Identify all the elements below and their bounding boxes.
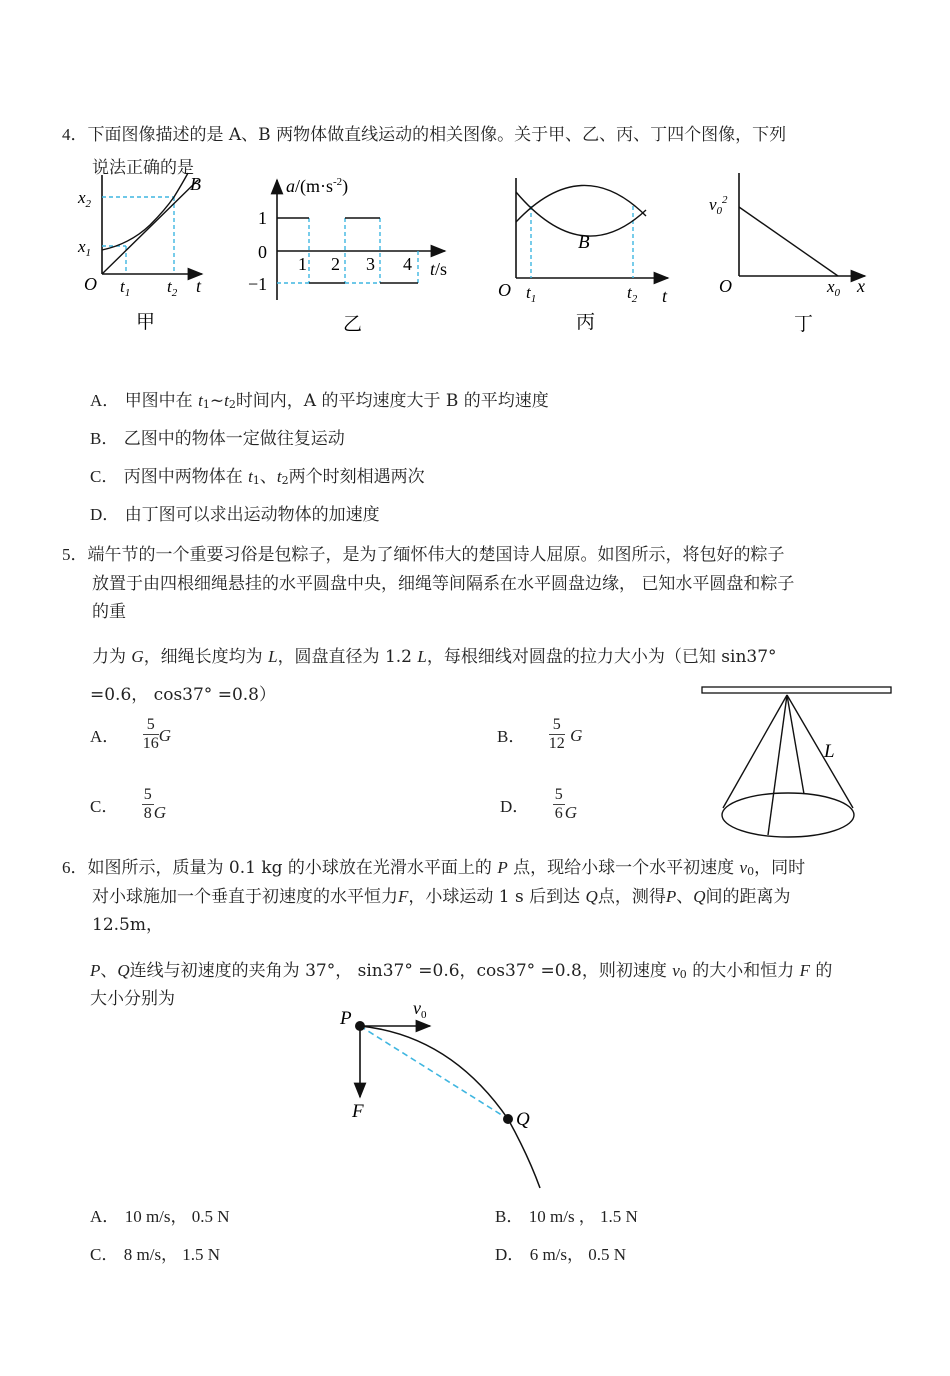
chart-bing [490, 170, 680, 340]
q5-option-a[interactable] [90, 716, 171, 753]
option-text: 乙图中的物体一定做往复运动 [123, 429, 345, 449]
q6-option-a[interactable] [90, 1206, 230, 1228]
var: F [799, 961, 810, 980]
denominator: 16 [142, 735, 159, 752]
sub: 1 [252, 474, 260, 487]
q5-stem-line5: =0.6， cos37° =0.8） [90, 685, 276, 705]
q5-stem-line3: 的重 [92, 602, 126, 622]
option-text: ~ [209, 391, 225, 411]
var: F [398, 887, 409, 906]
stem-text: 连线与初速度的夹角为 37°， sin37° =0.6，cos37° =0.8，则初速度 [129, 961, 673, 981]
var: Q [117, 961, 130, 980]
var: P [90, 961, 101, 980]
svg-text:1: 1 [258, 208, 267, 228]
q5-option-d[interactable] [500, 786, 577, 823]
option-text: 6 m/s， 0.5 N [529, 1245, 627, 1264]
q6-stem-line3: 12.5m， [92, 915, 163, 935]
option-label: B． [497, 727, 526, 746]
stem-text: ，小球运动 1 s 后到达 [408, 887, 586, 907]
q6-stem-line5: 大小分别为 [90, 989, 175, 1009]
sub: 0 [747, 865, 755, 878]
q4-stem-line2: 说法正确的是 [92, 158, 194, 178]
chart-jia [70, 170, 250, 340]
stem-text: 力为 [92, 647, 132, 667]
svg-text:2: 2 [331, 254, 340, 274]
svg-text:x: x [857, 276, 865, 296]
question-number: 4． [62, 125, 88, 144]
svg-text:t/s: t/s [430, 259, 448, 279]
denominator: 8 [143, 805, 152, 822]
trajectory-figure [330, 995, 560, 1195]
stem-text: 端午节的一个重要习俗是包粽子，是为了缅怀伟大的楚国诗人屈原。如图所示，将包好的粽子 [87, 545, 785, 565]
option-label: C． [90, 797, 119, 816]
denominator: 12 [548, 735, 565, 752]
svg-text:O: O [498, 280, 511, 300]
option-label: C． [90, 1245, 119, 1264]
hanging-disc-figure [690, 675, 910, 845]
svg-text:t1: $t_1$ [120, 277, 131, 299]
stem-text: ，圆盘直径为 1.2 [277, 647, 418, 667]
q5-option-b[interactable] [497, 716, 582, 753]
option-text: 8 m/s， 1.5 N [123, 1245, 221, 1264]
option-text: 由丁图可以求出运动物体的加速度 [124, 505, 380, 525]
q4-option-b[interactable] [90, 428, 345, 450]
svg-text:B: B [190, 174, 201, 194]
fraction [143, 716, 159, 753]
stem-text: ，每根细线对圆盘的拉力大小为（已知 sin37° [426, 647, 777, 667]
fraction [549, 716, 565, 753]
option-label: A． [90, 727, 120, 746]
svg-text:t: t [196, 276, 202, 296]
stem-text: 点，现给小球一个水平初速度 [507, 858, 740, 878]
stem-text: ，细绳长度均为 [143, 647, 269, 667]
option-label: D． [500, 797, 530, 816]
option-label: A． [90, 391, 120, 410]
var: Q [585, 887, 598, 906]
var: G [570, 726, 583, 745]
stem-text: 点，测得 [597, 887, 666, 907]
svg-text:a/(m·s-2): $a/(m\cdot s^{-2})$ [286, 176, 349, 196]
svg-text:t2: $t_2$ [167, 277, 178, 299]
var: v [739, 858, 748, 877]
svg-text:L: L [824, 741, 835, 762]
stem-text: 的 [810, 961, 833, 981]
var: t [276, 467, 282, 486]
option-text: 10 m/s ， 1.5 N [528, 1207, 638, 1226]
numerator: 5 [143, 716, 159, 735]
var: t [224, 391, 229, 410]
svg-text:丁: 丁 [794, 314, 814, 335]
svg-text:P: P [340, 1008, 352, 1029]
q6-stem-line2 [92, 886, 791, 908]
svg-text:v02: $v_0^2$ [709, 194, 728, 217]
fraction [142, 786, 154, 823]
q4-option-c[interactable] [90, 466, 425, 492]
q4-option-d[interactable] [90, 504, 380, 526]
stem-text: 对小球施加一个垂直于初速度的水平恒力 [92, 887, 398, 907]
stem-text: 间的距离为 [705, 887, 791, 907]
svg-text:4: 4 [403, 254, 412, 274]
var: G [158, 726, 171, 745]
svg-text:t: t [662, 286, 668, 306]
svg-text:丙: 丙 [576, 312, 596, 333]
question-number: 5． [62, 545, 88, 564]
numerator: 5 [549, 716, 565, 735]
chart-ding [700, 170, 880, 340]
svg-text:F: F [352, 1101, 364, 1122]
sub: 0 [679, 968, 687, 981]
stem-text: 如图所示，质量为 0.1 kg 的小球放在光滑水平面上的 [87, 858, 498, 878]
svg-text:t1: $t_1$ [526, 283, 537, 305]
stem-text: 、 [100, 961, 118, 981]
svg-text:Q: Q [516, 1109, 530, 1130]
q6-stem-line1 [62, 857, 805, 883]
svg-text:t2: $t_2$ [627, 283, 638, 305]
var: L [417, 647, 427, 666]
var: P [665, 887, 677, 906]
q5-option-c[interactable] [90, 786, 166, 823]
sub: 2 [281, 474, 289, 487]
svg-text:乙: 乙 [343, 314, 363, 335]
numerator: 5 [143, 786, 152, 803]
option-text: 两个时刻相遇两次 [288, 467, 425, 487]
svg-text:−1: −1 [248, 274, 268, 294]
var: G [131, 647, 144, 666]
svg-text:O: O [84, 274, 97, 294]
option-label: C． [90, 467, 119, 486]
svg-text:v0: $v_0$ [413, 998, 427, 1021]
q5-stem-line1 [62, 544, 785, 566]
var: G [564, 803, 577, 822]
svg-text:x0: $x_0$ [827, 277, 841, 299]
fraction [553, 786, 565, 823]
stem-text: 下面图像描述的是 A、B 两物体做直线运动的相关图像。关于甲、乙、丙、丁四个图像，下列 [87, 125, 787, 145]
stem-text: 的大小和恒力 [686, 961, 800, 981]
var: P [497, 858, 508, 877]
svg-text:1: 1 [298, 254, 307, 274]
svg-text:x1: $x_1$ [78, 237, 92, 259]
option-text: 、 [259, 467, 277, 487]
q6-stem-line4 [90, 960, 832, 986]
var: v [672, 961, 680, 980]
q6-option-c[interactable] [90, 1244, 220, 1266]
sub: 2 [228, 398, 236, 411]
svg-text:3: 3 [366, 254, 375, 274]
q4-stem-line1 [62, 124, 786, 146]
var: L [268, 647, 278, 666]
option-text: 甲图中在 [124, 391, 199, 411]
q5-stem-line2: 放置于由四根细绳悬挂的水平圆盘中央，细绳等间隔系在水平圆盘边缘， 已知水平圆盘和粽子 [92, 574, 795, 594]
svg-text:0: 0 [258, 242, 267, 262]
var: t [248, 467, 253, 486]
option-text: 时间内，A 的平均速度大于 B 的平均速度 [235, 391, 549, 411]
var: t [198, 391, 203, 410]
sub: 1 [202, 398, 210, 411]
option-label: B． [495, 1207, 524, 1226]
option-text: 10 m/s， 0.5 N [124, 1207, 230, 1226]
svg-text:B: B [578, 232, 590, 253]
svg-text:O: O [719, 276, 732, 296]
var: G [153, 803, 167, 822]
option-label: A． [90, 1207, 120, 1226]
q5-stem-line4 [92, 646, 777, 668]
stem-text: 、 [676, 887, 694, 907]
q6-option-b[interactable] [495, 1206, 638, 1228]
svg-text:甲: 甲 [136, 312, 156, 333]
option-label: B． [90, 429, 119, 448]
chart-yi [240, 170, 460, 340]
stem-text: ，同时 [754, 858, 806, 878]
option-text: 丙图中两物体在 [123, 467, 249, 487]
option-label: D． [495, 1245, 525, 1264]
question-number: 6． [62, 858, 88, 877]
option-label: D． [90, 505, 120, 524]
denominator: 6 [554, 805, 563, 822]
var: Q [693, 887, 706, 906]
numerator: 5 [554, 786, 563, 803]
q4-option-a[interactable] [90, 390, 549, 416]
q6-option-d[interactable] [495, 1244, 626, 1266]
svg-text:x2: $x_2$ [78, 188, 92, 210]
